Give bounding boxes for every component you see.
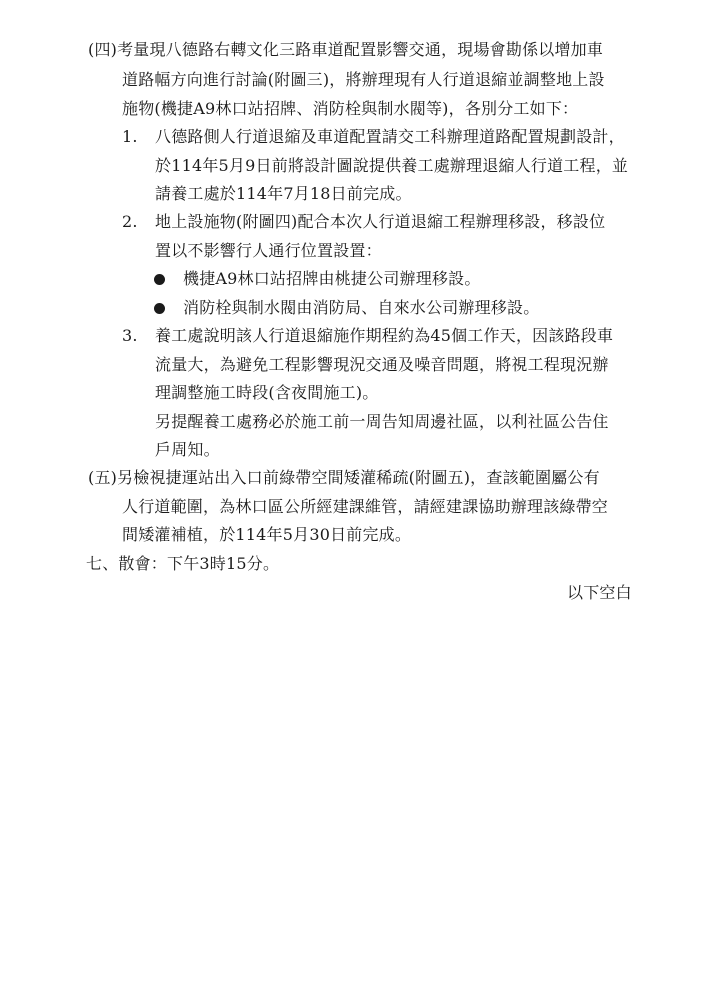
- item1-line3: 請養工處於114年7月18日前完成。: [155, 184, 412, 203]
- item2-line2: 置以不影響行人通行位置設置：: [155, 241, 382, 260]
- section4-line2: 道路幅方向進行討論(附圖三)，將辦理現有人行道退縮並調整地上設: [122, 70, 605, 89]
- item2-line1: 地上設施物(附圖四)配合本次人行道退縮工程辦理移設，移設位: [155, 212, 606, 231]
- bullet-icon: [154, 274, 165, 285]
- end-note: 以下空白: [567, 583, 632, 602]
- bullet-icon: [154, 303, 165, 314]
- section5-line3: 間矮灌補植，於114年5月30日前完成。: [122, 525, 412, 544]
- item3-line1: 養工處說明該人行道退縮施作期程約為45個工作天，因該路段車: [155, 326, 614, 345]
- section5-line2: 人行道範圍，為林口區公所經建課維管，請經建課協助辦理該綠帶空: [122, 497, 609, 516]
- section4-line1: (四)考量現八德路右轉文化三路車道配置影響交通，現場會勘係以增加車: [88, 40, 604, 59]
- item2-number: 2.: [122, 212, 138, 231]
- section4-line3: 施物(機捷A9林口站招牌、消防栓與制水閥等)，各別分工如下：: [122, 99, 579, 118]
- item1-line2: 於114年5月9日前將設計圖說提供養工處辦理退縮人行道工程，並: [155, 156, 629, 175]
- item1-number: 1.: [122, 127, 138, 146]
- item3-line5: 戶周知。: [155, 440, 220, 459]
- section5-line1: (五)另檢視捷運站出入口前綠帶空間矮灌稀疏(附圖五)，查該範圍屬公有: [88, 468, 600, 487]
- adjourn-line: 七、散會：下午3時15分。: [86, 554, 280, 573]
- item3-number: 3.: [122, 326, 138, 345]
- item1-line1: 八德路側人行道退縮及車道配置請交工科辦理道路配置規劃設計，: [155, 127, 625, 146]
- item2-bullet2: 消防栓與制水閥由消防局、自來水公司辦理移設。: [183, 298, 540, 317]
- item2-bullet1: 機捷A9林口站招牌由桃捷公司辦理移設。: [183, 269, 481, 288]
- item3-line4: 另提醒養工處務必於施工前一周告知周邊社區，以利社區公告住: [155, 412, 609, 431]
- item3-line3: 理調整施工時段(含夜間施工)。: [155, 383, 379, 402]
- item3-line2: 流量大，為避免工程影響現況交通及噪音問題，將視工程現況辦: [155, 355, 609, 374]
